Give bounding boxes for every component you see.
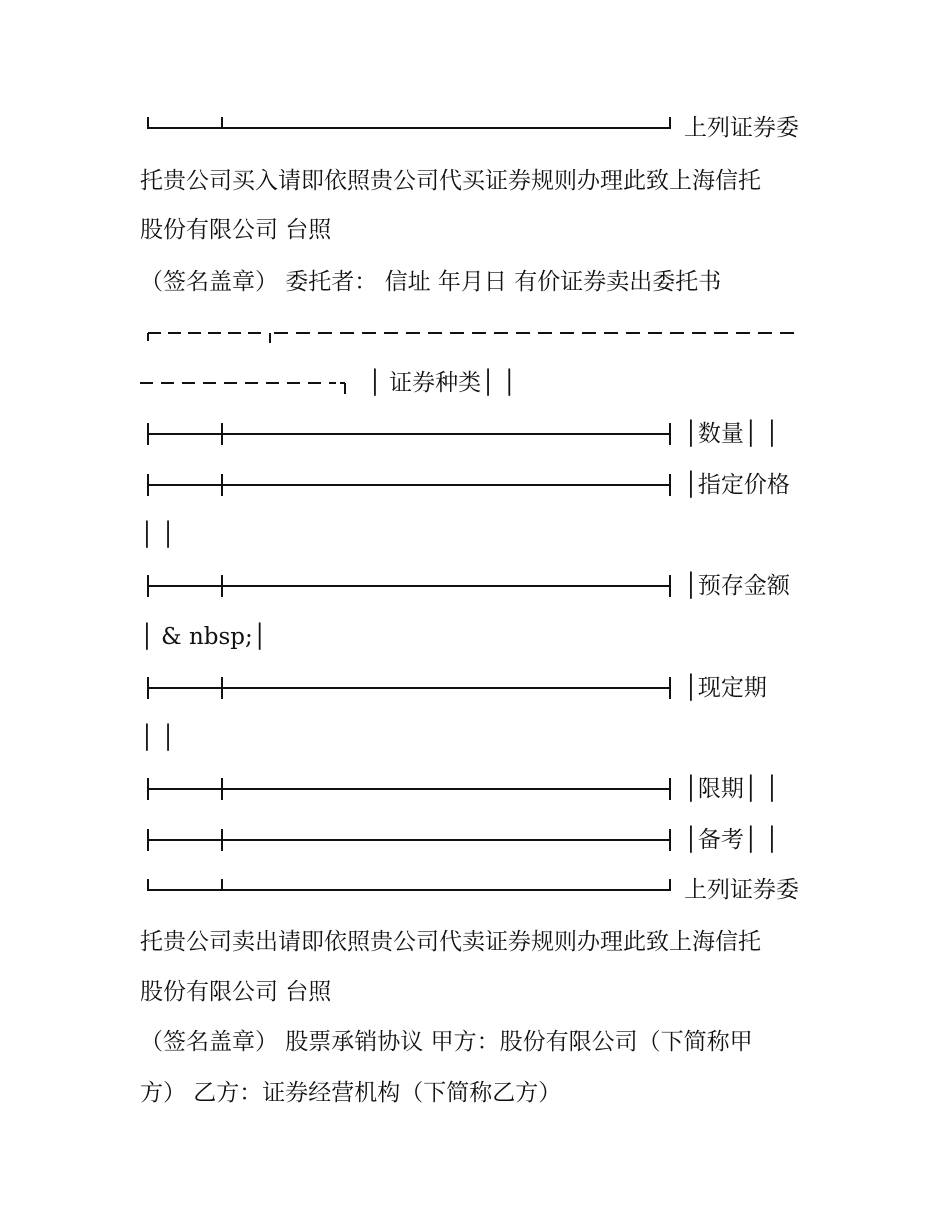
dashed-table-top bbox=[140, 325, 810, 355]
sign-line-1: （签名盖章） 委托者： 信址 年月日 有价证券卖出委托书 bbox=[140, 269, 722, 295]
table-row-price bbox=[140, 470, 830, 500]
bars-line-1: │ │ bbox=[140, 522, 176, 548]
table-bottom-border-sell bbox=[140, 875, 830, 905]
securities-kind-label: │ 证券种类│ │ bbox=[368, 370, 517, 396]
buy-tail-text: 上列证券委 bbox=[684, 115, 799, 141]
sign-line-2: （签名盖章） 股票承销协议 甲方：股份有限公司（下简称甲 bbox=[140, 1029, 753, 1055]
table-row-quantity bbox=[140, 419, 830, 449]
buy-text-line-2: 股份有限公司 台照 bbox=[140, 217, 332, 243]
table-row-current bbox=[140, 673, 830, 703]
party-line: 方） 乙方：证券经营机构（下简称乙方） bbox=[140, 1080, 562, 1106]
limit-label: │限期│ │ bbox=[684, 776, 779, 802]
dashed-table-continuation bbox=[140, 368, 830, 398]
table-row-deposit bbox=[140, 571, 830, 601]
buy-text-line-1: 托贵公司买入请即依照贵公司代买证券规则办理此致上海信托 bbox=[140, 168, 761, 194]
sell-tail-text: 上列证券委 bbox=[684, 877, 799, 903]
remark-label: │备考│ │ bbox=[684, 827, 779, 853]
table-row-remark bbox=[140, 825, 830, 855]
current-label: │现定期 bbox=[684, 675, 767, 701]
sell-text-line-1: 托贵公司卖出请即依照贵公司代卖证券规则办理此致上海信托 bbox=[140, 929, 761, 955]
sell-text-line-2: 股份有限公司 台照 bbox=[140, 979, 332, 1005]
quantity-label: │数量│ │ bbox=[684, 421, 779, 447]
nbsp-line: │ & nbsp;│ bbox=[140, 624, 267, 650]
table-bottom-border-buy bbox=[140, 113, 830, 143]
deposit-label: │预存金额 bbox=[684, 573, 790, 599]
price-label: │指定价格 bbox=[684, 472, 790, 498]
bars-line-2: │ │ bbox=[140, 725, 176, 751]
table-row-limit bbox=[140, 774, 830, 804]
